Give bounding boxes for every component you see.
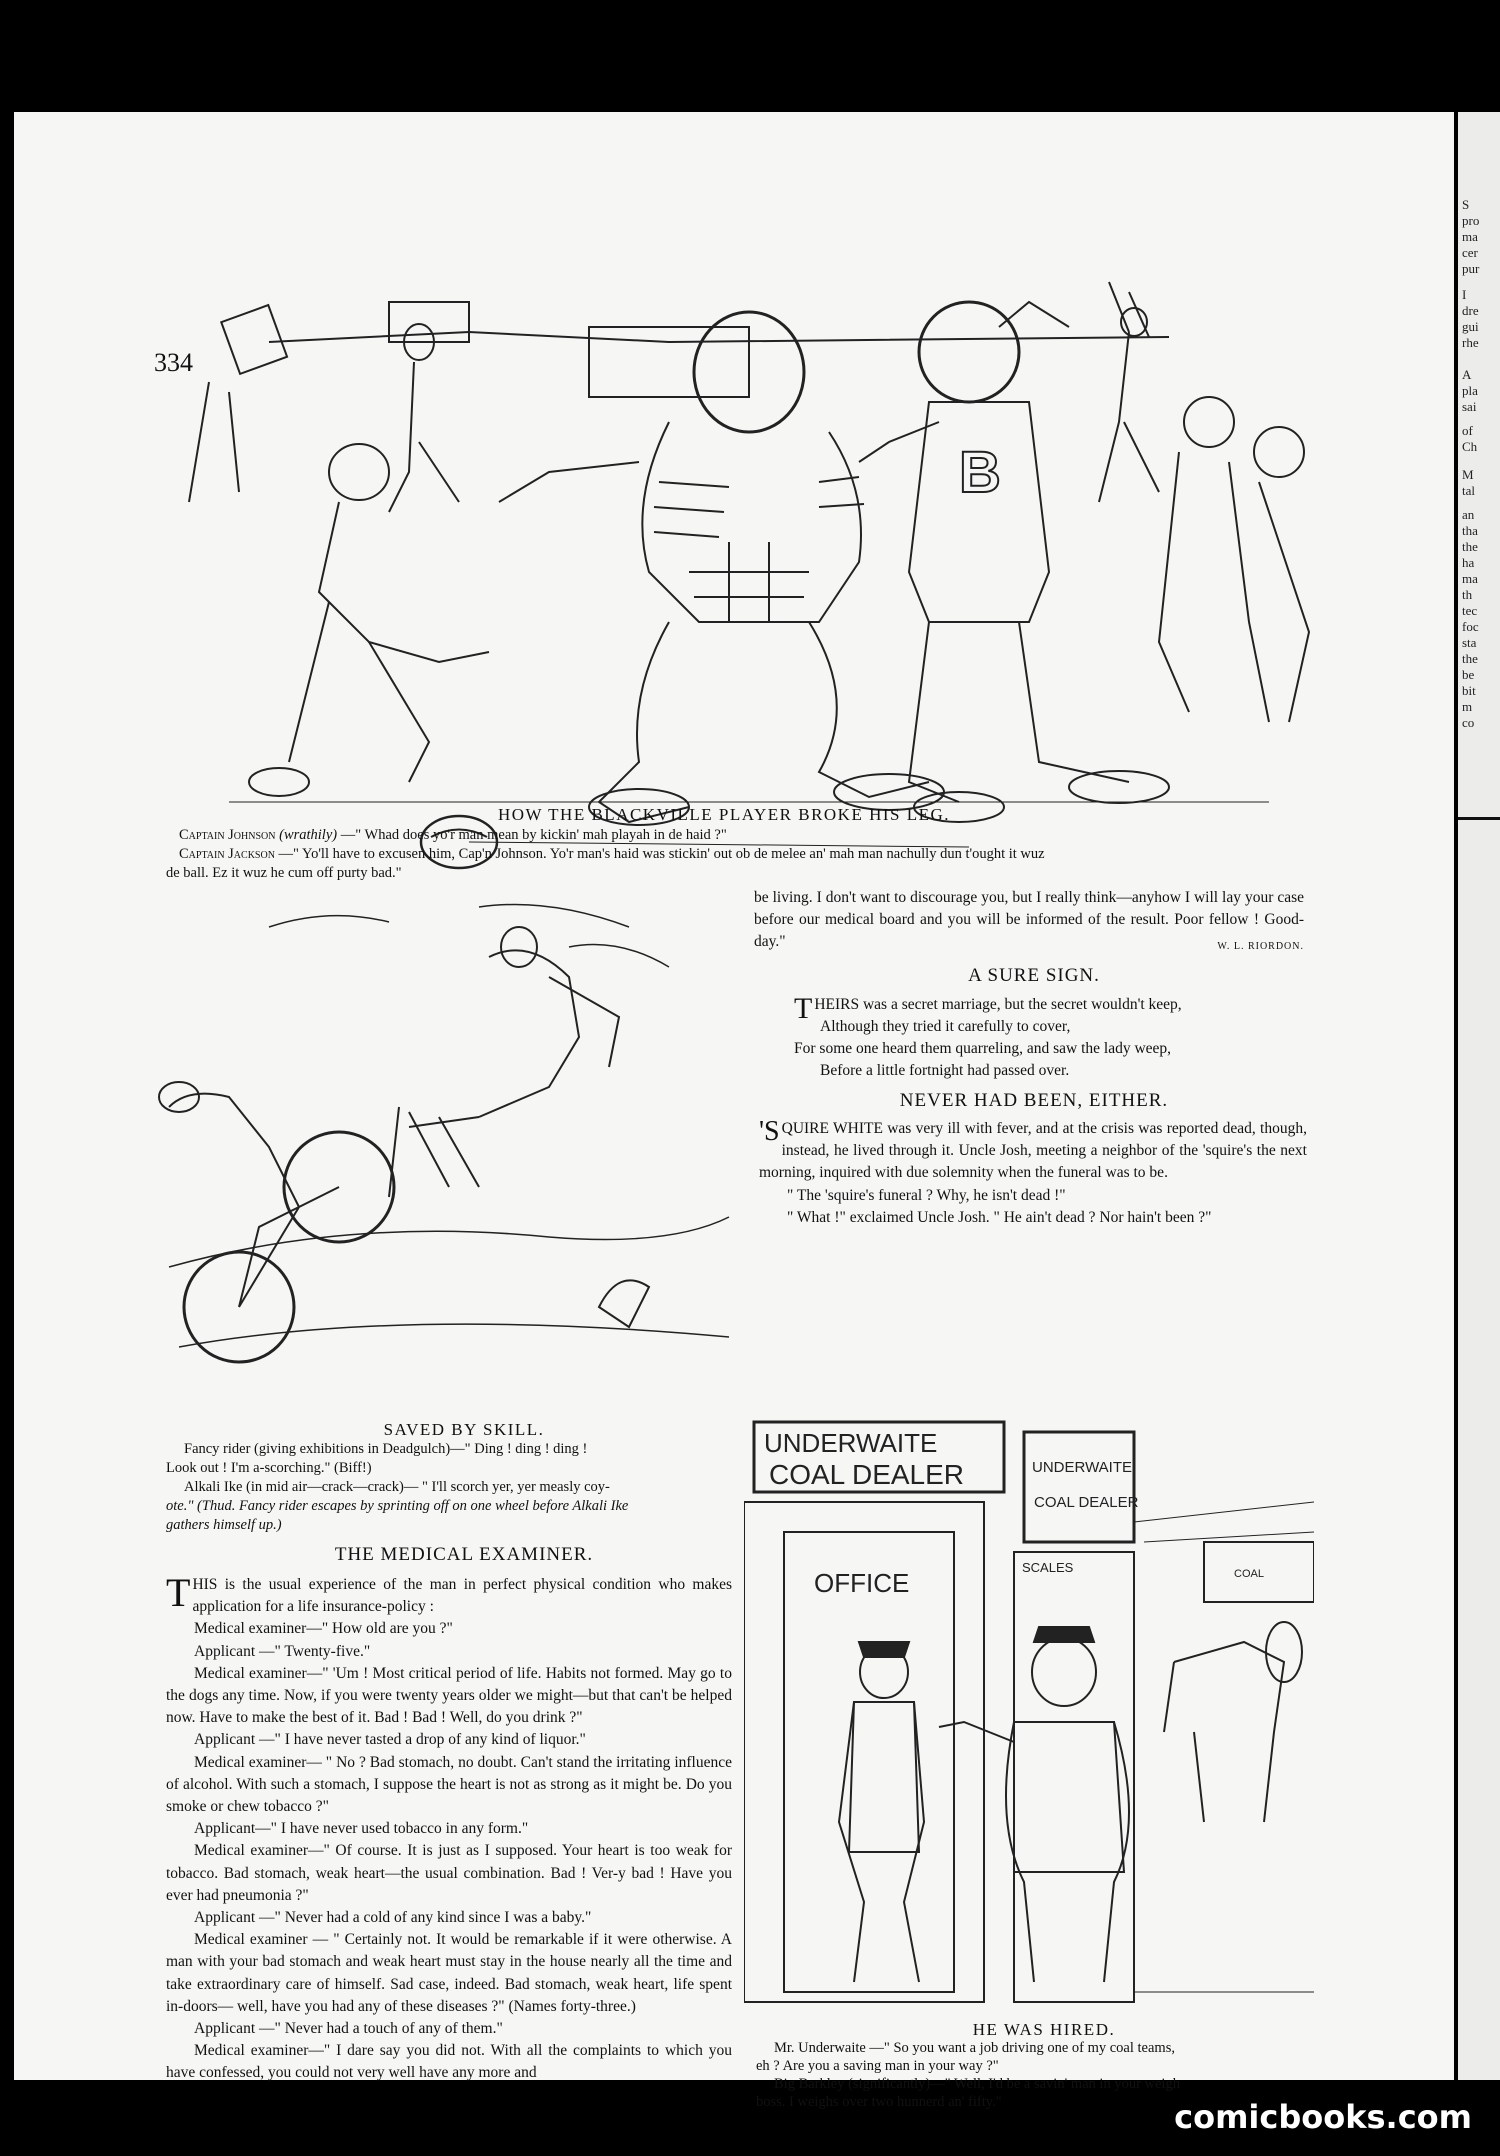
football-cartoon-illustration [169,242,1329,882]
strip-text-fragment: bit [1462,683,1476,698]
scan-border-top [0,0,1500,112]
medical-paragraph-2: Medical examiner—" How old are you ?" [194,1620,453,1638]
medical-paragraph-10: Medical examiner — " Certainly not. It would be remarkable if it were otherwise. A man with your bad stomach and weak heart must stay in the house nearly all the time and take extraordinary care of himself. Sad case, indeed. Bad stomach, weak heart, life spent in-doors— well, have you had any of these diseases ?" (Names forty-three.) [166,1931,732,2015]
coal-caption-line-2: eh ? Are you a saving man in your way ?" [756,2058,999,2074]
never-paragraph-2: " The 'squire's funeral ? Why, he isn't dead !" [787,1186,1066,1204]
strip-text-fragment: sai [1462,399,1477,414]
medical-examiner-continued: be living. I don't want to discourage you, but I really think—anyhow I will lay your case before our medical board and you will be informed of the result. Poor fellow ! Good-day." W. L. RIORDON. [754,887,1304,959]
strip-text-fragment: foc [1462,619,1479,634]
medical-paragraph-6: Medical examiner— " No ? Bad stomach, no doubt. Can't stand the irritating influence of alcohol. With such a stomach, I suppose the heart is not as strong as it might be. Do you smoke or chew tobacco ?" [166,1753,732,1816]
strip-text-fragment: tha [1462,523,1478,538]
never-had-been-body [759,1118,1307,1229]
medical-paragraph-3: Applicant —" Twenty-five." [194,1642,371,1660]
coal-caption-line-1: Mr. Underwaite —" So you want a job driving one of my coal teams, [774,2040,1175,2056]
medical-paragraph-12: Medical examiner—" I dare say you did not. With all the complaints to which you have confessed, you could not very well have any more and [166,2042,732,2082]
medical-examiner-title: THE MEDICAL EXAMINER. [334,1544,594,1565]
medical-paragraph-4: Medical examiner—" 'Um ! Most critical period of life. Habits not formed. May go to the dogs any time. Now, if you were twenty years older we might—but that can't be helped now. Have to make the best of it. Bad ! Bad ! Well, do you drink ?" [166,1664,732,1727]
magazine-page [14,112,1454,2110]
strip-text-fragment: tec [1462,603,1478,618]
strip-text-fragment: S [1462,197,1470,212]
bicycle-caption-line-1: Fancy rider (giving exhibitions in Deadgulch)—" Ding ! ding ! ding ! [184,1441,588,1457]
strip-text-fragment: M [1462,467,1474,482]
jersey-letter: B [959,440,1001,505]
coal-caption-line-3: Big Barkley (significantly)—" Well, I'd be a savin' man in your weigh [774,2076,1180,2092]
strip-text-fragment: the [1462,651,1478,666]
strip-text-fragment: an [1462,507,1475,522]
strip-text-fragment: gui [1462,319,1479,334]
medical-examiner-body [166,1570,732,2085]
verse-line-2: Although they tried it carefully to cover, [820,1018,1071,1035]
far-sign: COAL [1234,1568,1264,1580]
strip-text-fragment: Ch [1462,439,1478,454]
page-number: 334 [154,348,193,377]
never-had-been-title: NEVER HAD BEEN, EITHER. [899,1090,1169,1111]
adjacent-page-strip [1458,112,1500,2080]
byline: W. L. RIORDON. [1217,941,1304,953]
door-sign: OFFICE [814,1568,910,1598]
strip-text-fragment: A [1462,367,1472,382]
strip-text-fragment: co [1462,715,1475,730]
football-caption-title: HOW THE BLACKVILLE PLAYER BROKE HIS LEG. [497,805,951,824]
medical-paragraph-7: Applicant—" I have never used tobacco in any form." [194,1820,529,1838]
strip-text-fragment: ha [1462,555,1475,570]
watermark: comicbooks.com [1174,2098,1472,2136]
strip-text-fragment: dre [1462,303,1479,318]
medical-paragraph-9: Applicant —" Never had a cold of any kind since I was a baby." [194,1909,592,1927]
football-caption-line-3: de ball. Ez it wuz he cum off purty bad." [166,865,402,881]
medical-paragraph-5: Applicant —" I have never tasted a drop of any kind of liquor." [194,1731,586,1749]
strip-text-fragment: ma [1462,229,1478,244]
medical-paragraph-1: THIS is the usual experience of the man in perfect physical condition who makes application for a life insurance-policy : [166,1570,732,1616]
bicycle-caption-line-3: Alkali Ike (in mid air—crack—crack)— " I'll scorch yer, yer measly coy- [184,1479,610,1495]
sure-sign-verse [794,994,1314,1082]
sure-sign-title: A SURE SIGN. [968,965,1100,986]
football-caption-line-1: Captain Johnson (wrathily) —" Whad does yo'r man mean by kickin' mah playah in de haid ?" [179,827,727,843]
strip-text-fragment: pro [1462,213,1480,228]
medical-paragraph-8: Medical examiner—" Of course. It is just as I supposed. Your heart is too weak for tobacco. Bad stomach, weak heart—the usual combination. Bad ! Ver-y bad ! Have you ever had pneumonia ?" [166,1842,732,1904]
strip-text-fragment: ma [1462,571,1478,586]
coal-dealer-cartoon-illustration [744,1402,1314,2022]
strip-text-fragment: tal [1462,483,1475,498]
bicycle-caption-line-2: Look out ! I'm a-scorching." (Biff!) [166,1460,372,1476]
coal-caption-line-4: boss. I weighs over two hunnerd an' fifty." [756,2094,1002,2110]
verse-line-1: THEIRS was a secret marriage, but the secret wouldn't keep, [794,992,1182,1025]
bicycle-cartoon-illustration [149,887,749,1407]
strip-text-fragment: th [1462,587,1473,602]
main-sign-line-2: COAL DEALER [769,1459,965,1490]
bicycle-caption-line-5: gathers himself up.) [166,1517,282,1533]
strip-text-fragment: pla [1462,383,1478,398]
strip-text-fragment: m [1462,699,1473,714]
strip-text-fragment: pur [1462,261,1480,276]
small-sign-line-1: UNDERWAITE [1032,1459,1133,1476]
football-caption-line-2: Captain Jackson —" Yo'll have to excusen him, Cap'n Johnson. Yo'r man's haid was stickin' out ob de melee an' mah man nachully dun t'ought it wuz [179,846,1045,862]
never-paragraph-1: 'SQUIRE WHITE was very ill with fever, and at the crisis was reported dead, though, instead, he lived through it. Uncle Josh, meeting a neighbor of the 'squire's the next morning, inquired with due solemnity when the funeral was to be. [759,1116,1307,1182]
dropcap: T [166,1570,191,1615]
strip-rule [1458,817,1500,820]
scales-sign: SCALES [1022,1560,1074,1575]
strip-text-fragment: cer [1462,245,1478,260]
verse-line-4: Before a little fortnight had passed over. [820,1062,1070,1079]
never-paragraph-3: " What !" exclaimed Uncle Josh. " He ain't dead ? Nor hain't been ?" [787,1208,1212,1226]
strip-text-fragment: rhe [1462,335,1479,350]
strip-text-fragment: sta [1462,635,1477,650]
main-sign-line-1: UNDERWAITE [764,1428,938,1458]
strip-text-fragment: of [1462,423,1473,438]
strip-text-fragment: be [1462,667,1475,682]
coal-caption-title: HE WAS HIRED. [972,2020,1116,2039]
verse-line-3: For some one heard them quarreling, and saw the lady weep, [794,1040,1172,1057]
small-sign-line-2: COAL DEALER [1034,1494,1139,1511]
bicycle-caption-title: SAVED BY SKILL. [383,1420,545,1439]
strip-text-fragment: the [1462,539,1478,554]
strip-text-fragment: I [1462,287,1467,302]
medical-paragraph-11: Applicant —" Never had a touch of any of them." [194,2020,503,2038]
bicycle-caption-line-4: ote." (Thud. Fancy rider escapes by sprinting off on one wheel before Alkali Ike [166,1498,629,1514]
